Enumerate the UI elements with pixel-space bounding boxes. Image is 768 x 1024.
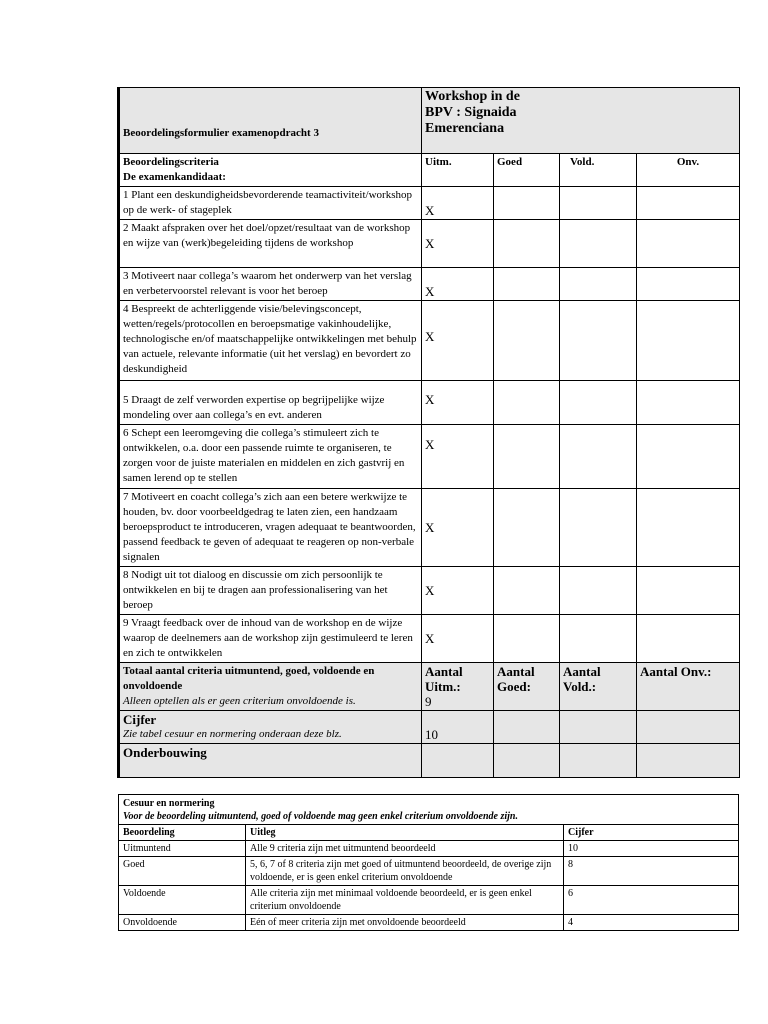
workshop-title-line-1: Workshop in de <box>425 89 520 104</box>
criterion-mark-uitm: X <box>422 425 494 489</box>
criterion-mark-onv <box>637 489 740 567</box>
criterion-mark-onv <box>637 268 740 301</box>
cesuur-header-beoordeling: Beoordeling <box>119 825 246 841</box>
cesuur-title-row <box>119 795 739 825</box>
cesuur-uitleg: Alle criteria zijn met minimaal voldoende beoordeeld, er is geen enkel criterium onvoldoende <box>246 886 564 915</box>
cesuur-row <box>119 857 739 886</box>
criterion-mark-vold <box>560 268 637 301</box>
criterion-mark-uitm: X <box>422 567 494 615</box>
criterion-mark-uitm: X <box>422 615 494 663</box>
cesuur-title-cell <box>119 795 739 825</box>
cesuur-header-row <box>119 825 739 841</box>
criterion-row <box>119 567 740 615</box>
form-header-row <box>119 88 740 154</box>
criteria-header: Beoordelingscriteria <box>123 156 219 168</box>
criterion-row <box>119 187 740 220</box>
criterion-text: 4 Bespreekt de achterliggende visie/belevingsconcept, wetten/regels/protocollen en beroepsmatige vakinhoudelijke, technologische en/of maatschappelijke ontwikkelingen met behulp van actuele, relevante informatie (uit het verslag) en bevordert zo deskundigheid <box>119 301 422 381</box>
criterion-mark-onv <box>637 615 740 663</box>
criterion-mark-vold <box>560 301 637 381</box>
criterion-row <box>119 489 740 567</box>
criterion-mark-uitm: X <box>422 268 494 301</box>
totals-label: Totaal aantal criteria uitmuntend, goed, voldoende en onvoldoende <box>123 665 375 692</box>
criterion-text: 1 Plant een deskundigheidsbevorderende teamactiviteit/workshop op de werk- of stageplek <box>119 187 422 220</box>
totals-note: Alleen optellen als er geen criterium onvoldoende is. <box>123 695 356 707</box>
totals-uitm-label: Aantal Uitm.: <box>425 664 463 694</box>
criterion-mark-uitm: X <box>422 220 494 268</box>
criterion-mark-uitm: X <box>422 301 494 381</box>
totals-uitm-cell <box>422 663 494 711</box>
cesuur-header-uitleg: Uitleg <box>246 825 564 841</box>
cesuur-beoordeling: Goed <box>119 857 246 886</box>
totals-uitm-value: 9 <box>425 694 432 709</box>
onderbouwing-row <box>119 744 740 778</box>
workshop-title-cell <box>422 88 740 154</box>
cesuur-uitleg: Eén of meer criteria zijn met onvoldoende beoordeeld <box>246 915 564 931</box>
cijfer-empty <box>637 711 740 744</box>
criterion-mark-goed <box>494 381 560 425</box>
form-title: Beoordelingsformulier examenopdracht 3 <box>123 127 319 139</box>
criterion-row <box>119 220 740 268</box>
cesuur-cijfer: 4 <box>564 915 739 931</box>
cesuur-uitleg: 5, 6, 7 of 8 criteria zijn met goed of uitmuntend beoordeeld, de overige zijn voldoende, er is geen enkel criterium onvoldoende <box>246 857 564 886</box>
column-header-row <box>119 154 740 187</box>
criterion-row <box>119 615 740 663</box>
cesuur-cijfer: 6 <box>564 886 739 915</box>
criterion-text: 7 Motiveert en coacht collega’s zich aan een betere werkwijze te houden, bv. door voorbeeldgedrag te laten zien, een handzaam beroepsproduct te introduceren, vragen adequaat te beantwoorden, passend feedback te geven of adequaat te reageren op non-verbale signalen <box>119 489 422 567</box>
criterion-mark-onv <box>637 425 740 489</box>
form-title-cell <box>119 88 422 154</box>
cesuur-row <box>119 841 739 857</box>
cesuur-row <box>119 915 739 931</box>
cesuur-title: Cesuur en normering <box>123 798 215 809</box>
criterion-mark-goed <box>494 220 560 268</box>
criterion-mark-goed <box>494 567 560 615</box>
onderbouwing-empty <box>637 744 740 778</box>
totals-row <box>119 663 740 711</box>
onderbouwing-empty <box>560 744 637 778</box>
criterion-text: 3 Motiveert naar collega’s waarom het onderwerp van het verslag en verbetervoorstel relevant is voor het beroep <box>119 268 422 301</box>
criterion-mark-uitm: X <box>422 381 494 425</box>
cijfer-label: Cijfer <box>123 712 157 727</box>
criterion-mark-uitm: X <box>422 489 494 567</box>
onderbouwing-empty <box>422 744 494 778</box>
criterion-mark-onv <box>637 381 740 425</box>
criterion-row <box>119 381 740 425</box>
cesuur-uitleg: Alle 9 criteria zijn met uitmuntend beoordeeld <box>246 841 564 857</box>
assessment-form-table <box>117 87 740 778</box>
criterion-mark-onv <box>637 220 740 268</box>
col-header-goed: Goed <box>494 154 560 187</box>
criteria-header-cell <box>119 154 422 187</box>
cesuur-subtitle: Voor de beoordeling uitmuntend, goed of voldoende mag geen enkel criterium onvoldoende zijn. <box>123 811 518 822</box>
onderbouwing-label: Onderbouwing <box>119 744 422 778</box>
criterion-text: 9 Vraagt feedback over de inhoud van de workshop en de wijze waarop de deelnemers aan de workshop zijn gestimuleerd te leren en zich te ontwikkelen <box>119 615 422 663</box>
cijfer-row <box>119 711 740 744</box>
criterion-mark-vold <box>560 489 637 567</box>
criterion-mark-onv <box>637 301 740 381</box>
criterion-mark-goed <box>494 615 560 663</box>
criterion-row <box>119 268 740 301</box>
totals-goed-label: Aantal Goed: <box>494 663 560 711</box>
criterion-mark-onv <box>637 187 740 220</box>
cesuur-header-cijfer: Cijfer <box>564 825 739 841</box>
cesuur-cijfer: 10 <box>564 841 739 857</box>
criterion-mark-vold <box>560 381 637 425</box>
cesuur-beoordeling: Uitmuntend <box>119 841 246 857</box>
criterion-mark-uitm: X <box>422 187 494 220</box>
cijfer-empty <box>560 711 637 744</box>
totals-onv-label: Aantal Onv.: <box>637 663 740 711</box>
criterion-text: 8 Nodigt uit tot dialoog en discussie om zich persoonlijk te ontwikkelen en bij te dragen aan professionalisering van het beroep <box>119 567 422 615</box>
cijfer-label-cell <box>119 711 422 744</box>
cijfer-empty <box>494 711 560 744</box>
criterion-mark-vold <box>560 425 637 489</box>
criterion-mark-goed <box>494 268 560 301</box>
criterion-text: 5 Draagt de zelf verworden expertise op begrijpelijke wijze mondeling over aan collega’s en evt. anderen <box>119 381 422 425</box>
col-header-vold: Vold. <box>560 154 637 187</box>
col-header-onv: Onv. <box>637 154 740 187</box>
cesuur-table <box>118 794 739 931</box>
criterion-mark-vold <box>560 187 637 220</box>
criterion-mark-goed <box>494 301 560 381</box>
cijfer-note: Zie tabel cesuur en normering onderaan deze blz. <box>123 728 342 740</box>
criterion-mark-goed <box>494 187 560 220</box>
criterion-mark-vold <box>560 615 637 663</box>
criterion-text: 2 Maakt afspraken over het doel/opzet/resultaat van de workshop en wijze van (werk)begeleiding tijdens de workshop <box>119 220 422 268</box>
criterion-mark-vold <box>560 220 637 268</box>
criterion-mark-goed <box>494 425 560 489</box>
totals-vold-label: Aantal Vold.: <box>560 663 637 711</box>
cesuur-cijfer: 8 <box>564 857 739 886</box>
cesuur-row <box>119 886 739 915</box>
workshop-title-line-3: Emerenciana <box>425 121 505 136</box>
cesuur-beoordeling: Voldoende <box>119 886 246 915</box>
col-header-uitm: Uitm. <box>422 154 494 187</box>
cesuur-beoordeling: Onvoldoende <box>119 915 246 931</box>
criterion-row <box>119 301 740 381</box>
criterion-text: 6 Schept een leeromgeving die collega’s stimuleert zich te ontwikkelen, o.a. door een passende ruimte te organiseren, te zorgen voor de juiste materialen en middelen en zich gastvrij en samen lerend op te stellen <box>119 425 422 489</box>
cijfer-value: 10 <box>422 711 494 744</box>
criterion-row <box>119 425 740 489</box>
workshop-title-line-2: BPV : Signaida <box>425 105 517 120</box>
totals-label-cell <box>119 663 422 711</box>
candidate-header: De examenkandidaat: <box>123 171 226 183</box>
criterion-mark-onv <box>637 567 740 615</box>
onderbouwing-empty <box>494 744 560 778</box>
criterion-mark-vold <box>560 567 637 615</box>
criterion-mark-goed <box>494 489 560 567</box>
